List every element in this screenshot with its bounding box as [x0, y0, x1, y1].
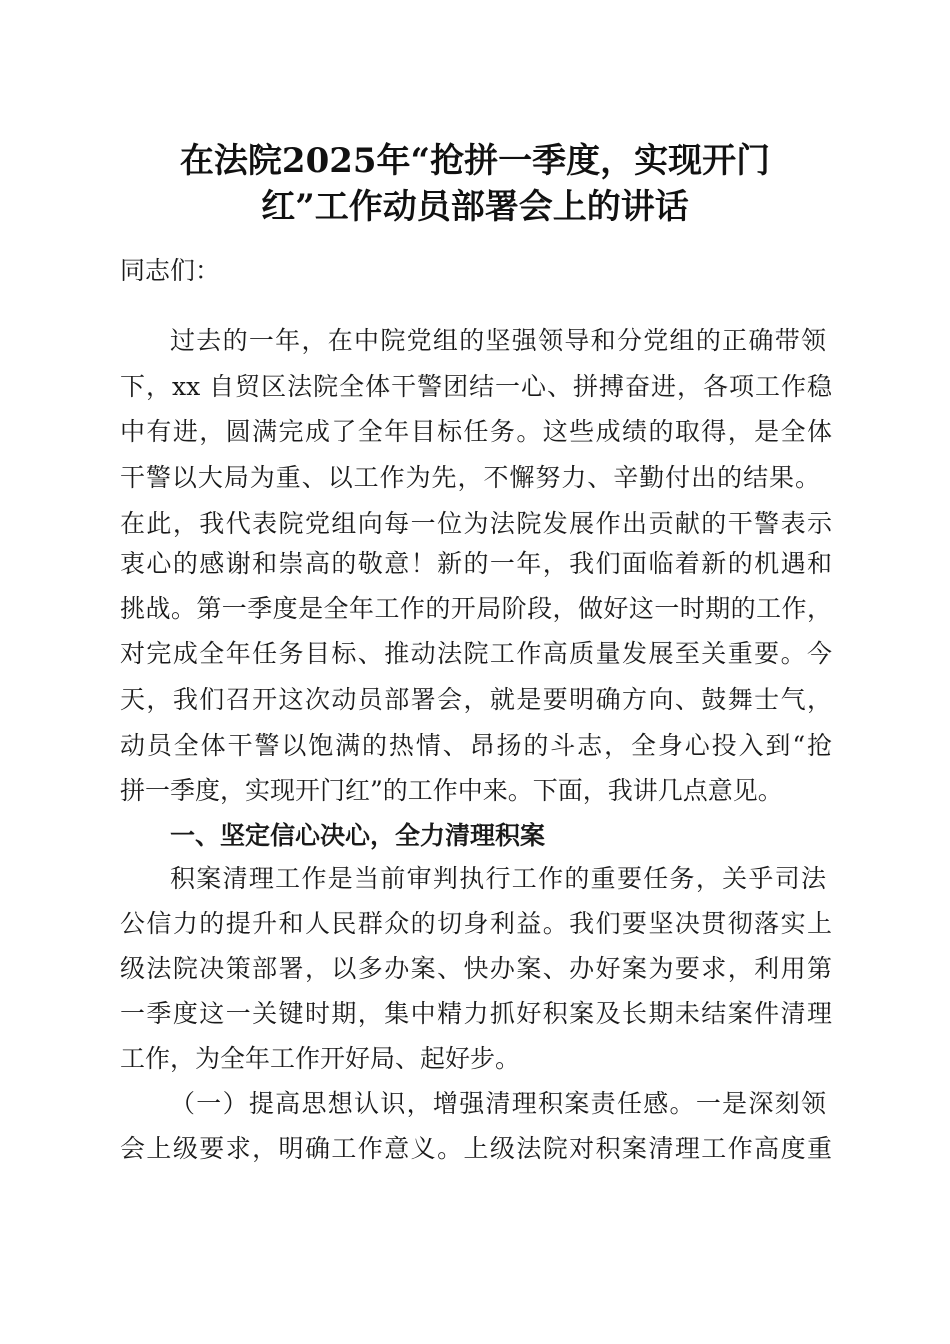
- paragraph-1-line: 拼一季度，实现开门红”的工作中来。下面，我讲几点意见。: [120, 776, 783, 805]
- paragraph-1-line: 在此，我代表院党组向每一位为法院发展作出贡献的干警表示: [120, 509, 832, 538]
- paragraph-1-line: 对完成全年任务目标、推动法院工作高质量发展至关重要。今: [120, 639, 832, 668]
- paragraph-2-line: 级法院决策部署，以多办案、快办案、办好案为要求，利用第: [120, 954, 832, 983]
- document-title-line-2: 红”工作动员部署会上的讲话: [261, 187, 689, 227]
- paragraph-1-line: 下，xx 自贸区法院全体干警团结一心、拼搏奋进，各项工作稳: [120, 372, 832, 401]
- section-1-heading: 一、坚定信心决心，全力清理积案: [170, 821, 546, 850]
- paragraph-1-line: 干警以大局为重、以工作为先，不懈努力、辛勤付出的结果。: [120, 463, 820, 492]
- paragraph-1-line: 挑战。第一季度是全年工作的开局阶段，做好这一时期的工作，: [120, 594, 832, 623]
- paragraph-1-line: 中有进，圆满完成了全年目标任务。这些成绩的取得，是全体: [120, 417, 832, 446]
- paragraph-3-line: 会上级要求，明确工作意义。上级法院对积案清理工作高度重: [120, 1134, 832, 1163]
- paragraph-2-line: 一季度这一关键时期，集中精力抓好积案及长期未结案件清理: [120, 999, 832, 1028]
- paragraph-2-line: 积案清理工作是当前审判执行工作的重要任务，关乎司法: [170, 864, 826, 893]
- paragraph-3-line: （一）提高思想认识，增强清理积案责任感。一是深刻领: [170, 1089, 826, 1118]
- paragraph-1-line: 天，我们召开这次动员部署会，就是要明确方向、鼓舞士气，: [120, 685, 832, 714]
- paragraph-2-line: 公信力的提升和人民群众的切身利益。我们要坚决贯彻落实上: [120, 909, 832, 938]
- salutation: 同志们：: [120, 256, 221, 285]
- paragraph-1-line: 动员全体干警以饱满的热情、昂扬的斗志，全身心投入到“抢: [120, 731, 832, 760]
- paragraph-1-line: 衷心的感谢和崇高的敬意！新的一年，我们面临着新的机遇和: [120, 549, 832, 578]
- paragraph-2-line: 工作，为全年工作开好局、起好步。: [120, 1044, 521, 1073]
- paragraph-1-line: 过去的一年，在中院党组的坚强领导和分党组的正确带领: [170, 326, 826, 355]
- document-title-line-1: 在法院2025年“抢拼一季度，实现开门: [179, 141, 771, 181]
